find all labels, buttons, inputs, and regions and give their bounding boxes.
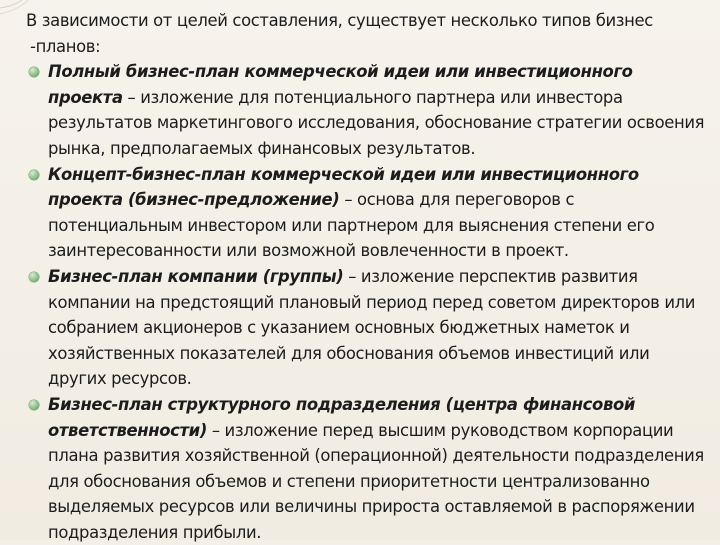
item-term: Концепт-бизнес-план коммерческой идеи или инвестиционного проекта (бизнес-предложение): [48, 164, 639, 210]
item-description: – изложение перед высшим руководством корпорации плана развития хозяйственной (операционной) деятельности подразделения для обоснования объемов и степени приоритетности централизованно выделяемых ресурсов или величины прироста оставляемой в распоряжении подразделения прибыли.: [48, 420, 704, 542]
list-item: [30, 162, 710, 264]
list-item: [30, 59, 710, 161]
list-item: [30, 392, 710, 545]
item-description: – основа для переговоров с потенциальным инвестором или партнером для выяснения степени его заинтересованности или возможной вовлеченности в проект.: [48, 190, 655, 261]
item-term: Бизнес-план структурного подразделения (центра финансовой ответственности): [48, 394, 636, 440]
slide-body: [26, 8, 710, 545]
item-description: – изложение перспектив развития компании на предстоящий плановый период перед советом директоров или собранием акционеров с указанием основных бюджетных наметок и хозяйственных показателей для обоснования объемов инвестиций или других ресурсов.: [48, 266, 696, 389]
item-term: Бизнес-план компании (группы): [48, 266, 344, 286]
list-item: [30, 264, 710, 392]
item-term: Полный бизнес-план коммерческой идеи или инвестиционного проекта: [48, 62, 633, 107]
item-description: – изложение для потенциального партнера или инвестора результатов маркетингового исследования, обоснование стратегии освоения рынка, предполагаемых финансовых результатов.: [48, 87, 705, 158]
bullet-icon: [29, 272, 39, 282]
bullet-icon: [29, 400, 39, 410]
plan-types-list: [30, 59, 710, 545]
bullet-icon: [29, 170, 39, 180]
intro-paragraph: В зависимости от целей составления, существует несколько типов бизнес -планов:: [26, 11, 653, 56]
bullet-icon: [29, 67, 39, 77]
